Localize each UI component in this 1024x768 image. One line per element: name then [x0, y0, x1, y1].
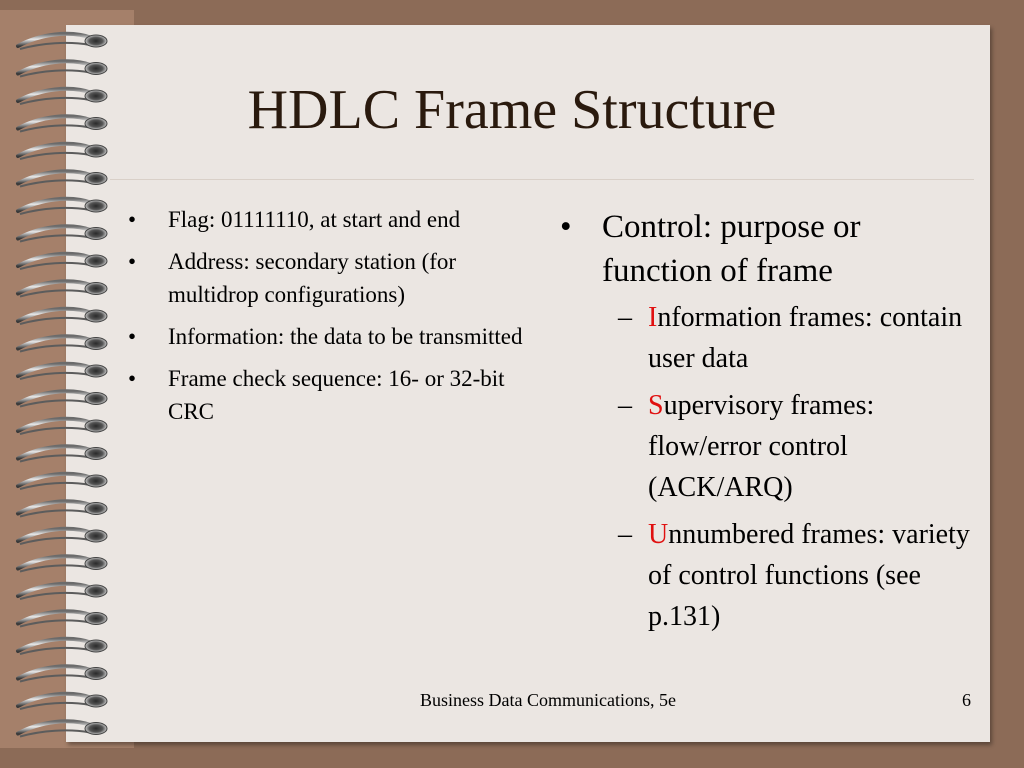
title-divider [110, 179, 974, 180]
bullet-mark: • [560, 209, 572, 245]
binding-ring [18, 61, 107, 76]
sub-item-initial: U [648, 519, 669, 550]
bullet-mark: • [128, 366, 137, 391]
binding-ring [18, 336, 107, 351]
list-item-text: Flag: 01111110, at start and end [168, 207, 461, 232]
dash-mark: – [618, 302, 632, 333]
binding-ring [18, 226, 107, 241]
left-bullet-list [128, 203, 533, 437]
dash-mark: – [618, 519, 632, 550]
list-item-text: Address: secondary station (for multidrop configurations) [168, 249, 457, 307]
binding-ring [18, 639, 107, 654]
sub-item-initial: I [648, 302, 658, 333]
sub-item-text: upervisory frames: flow/error control (ACK/ARQ) [648, 390, 875, 503]
binding-ring [18, 144, 107, 159]
list-item-fcs [128, 362, 533, 428]
binding-ring [18, 584, 107, 599]
binding-ring [18, 199, 107, 214]
right-bullet-list [560, 205, 970, 643]
list-item-text: Information: the data to be transmitted [168, 324, 523, 349]
footer-text: Business Data Communications, 5e [420, 690, 676, 710]
list-item-information [128, 320, 533, 353]
binding-ring [18, 254, 107, 269]
list-item-flag [128, 203, 533, 236]
bullet-mark: • [128, 249, 137, 274]
binding-ring [18, 611, 107, 626]
bullet-mark: • [128, 207, 137, 232]
binding-ring [18, 309, 107, 324]
page-number: 6 [962, 690, 971, 710]
binding-ring [18, 721, 107, 736]
list-item-address [128, 245, 533, 311]
binding-ring [18, 34, 107, 49]
sub-item-information-frames [560, 297, 970, 379]
list-item-text: Control: purpose or function of frame [602, 209, 861, 289]
binding-ring [18, 364, 107, 379]
sub-item-initial: S [648, 390, 664, 421]
binding-ring [18, 171, 107, 186]
binding-ring [18, 446, 107, 461]
binding-ring [18, 281, 107, 296]
binding-ring [18, 501, 107, 516]
slide-title: HDLC Frame Structure [247, 79, 777, 141]
dash-mark: – [618, 390, 632, 421]
sub-item-supervisory-frames [560, 385, 970, 508]
binding-ring [18, 666, 107, 681]
binding-ring [18, 391, 107, 406]
list-item-text: Frame check sequence: 16- or 32-bit CRC [168, 366, 505, 424]
sub-item-unnumbered-frames [560, 514, 970, 637]
bullet-mark: • [128, 324, 137, 349]
list-item-control [560, 205, 970, 293]
binding-ring [18, 474, 107, 489]
binding-ring [18, 556, 107, 571]
binding-ring [18, 529, 107, 544]
binding-ring [18, 419, 107, 434]
sub-item-text: nformation frames: contain user data [648, 302, 963, 374]
sub-item-text: nnumbered frames: variety of control functions (see p.131) [648, 519, 970, 632]
